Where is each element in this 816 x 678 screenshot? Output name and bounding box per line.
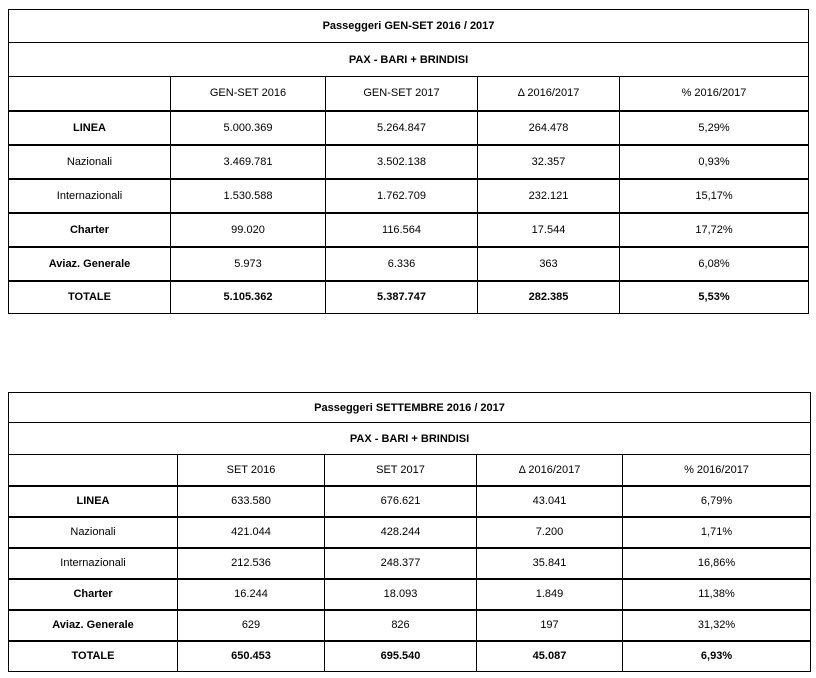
value-2017: 18.093 [325,579,477,610]
column-header-percent: % 2016/2017 [620,77,809,111]
value-delta: 32.357 [478,145,620,179]
value-2016: 99.020 [171,213,326,247]
table-title: Passeggeri SETTEMBRE 2016 / 2017 [9,393,811,423]
table-row [9,517,811,548]
value-2016: 650.453 [178,641,325,672]
table-row [9,145,809,179]
value-percent: 17,72% [620,213,809,247]
table-total-row [9,281,809,314]
value-delta: 17.544 [478,213,620,247]
table-row [9,579,811,610]
value-2017: 6.336 [326,247,478,281]
row-label: Nazionali [9,517,178,548]
value-delta: 197 [477,610,623,641]
value-2017: 676.621 [325,486,477,517]
value-2016: 5.973 [171,247,326,281]
row-label: Charter [9,213,171,247]
value-delta: 282.385 [478,281,620,314]
table-subtitle: PAX - BARI + BRINDISI [9,423,811,455]
value-delta: 264.478 [478,111,620,145]
value-percent: 0,93% [620,145,809,179]
value-delta: 35.841 [477,548,623,579]
value-delta: 1.849 [477,579,623,610]
table-row [9,486,811,517]
row-label: TOTALE [9,641,178,672]
row-label: LINEA [9,486,178,517]
value-2017: 5.264.847 [326,111,478,145]
table-total-row [9,641,811,672]
column-header-delta: Δ 2016/2017 [477,455,623,486]
table-row [9,247,809,281]
column-header-percent: % 2016/2017 [623,455,811,486]
table-subtitle: PAX - BARI + BRINDISI [9,43,809,77]
value-2017: 116.564 [326,213,478,247]
value-2017: 248.377 [325,548,477,579]
row-label: Nazionali [9,145,171,179]
value-2016: 5.000.369 [171,111,326,145]
table-row [9,548,811,579]
value-percent: 15,17% [620,179,809,213]
column-header-2016: GEN-SET 2016 [171,77,326,111]
value-2016: 16.244 [178,579,325,610]
value-percent: 6,79% [623,486,811,517]
row-label: TOTALE [9,281,171,314]
value-2017: 3.502.138 [326,145,478,179]
column-header-2017: SET 2017 [325,455,477,486]
table-title: Passeggeri GEN-SET 2016 / 2017 [9,10,809,43]
value-percent: 6,08% [620,247,809,281]
value-percent: 11,38% [623,579,811,610]
value-percent: 5,29% [620,111,809,145]
column-header-blank [9,455,178,486]
value-2017: 695.540 [325,641,477,672]
value-delta: 7.200 [477,517,623,548]
row-label: Internazionali [9,548,178,579]
row-label: LINEA [9,111,171,145]
value-percent: 16,86% [623,548,811,579]
value-2016: 633.580 [178,486,325,517]
table-row [9,179,809,213]
value-percent: 6,93% [623,641,811,672]
value-delta: 232.121 [478,179,620,213]
value-2016: 5.105.362 [171,281,326,314]
row-label: Aviaz. Generale [9,247,171,281]
table-row [9,610,811,641]
value-2017: 5.387.747 [326,281,478,314]
value-percent: 5,53% [620,281,809,314]
value-percent: 1,71% [623,517,811,548]
table-row [9,111,809,145]
row-label: Aviaz. Generale [9,610,178,641]
value-2017: 428.244 [325,517,477,548]
column-header-2016: SET 2016 [178,455,325,486]
row-label: Internazionali [9,179,171,213]
value-delta: 363 [478,247,620,281]
value-delta: 45.087 [477,641,623,672]
value-2017: 1.762.709 [326,179,478,213]
value-2016: 421.044 [178,517,325,548]
passengers-jan-sep-table [8,9,809,314]
table-row [9,213,809,247]
value-percent: 31,32% [623,610,811,641]
value-2017: 826 [325,610,477,641]
value-2016: 212.536 [178,548,325,579]
column-header-delta: Δ 2016/2017 [478,77,620,111]
value-2016: 1.530.588 [171,179,326,213]
table-header-row [9,455,811,486]
value-2016: 3.469.781 [171,145,326,179]
table-header-row [9,77,809,111]
passengers-september-table [8,392,811,672]
row-label: Charter [9,579,178,610]
column-header-2017: GEN-SET 2017 [326,77,478,111]
value-2016: 629 [178,610,325,641]
column-header-blank [9,77,171,111]
value-delta: 43.041 [477,486,623,517]
